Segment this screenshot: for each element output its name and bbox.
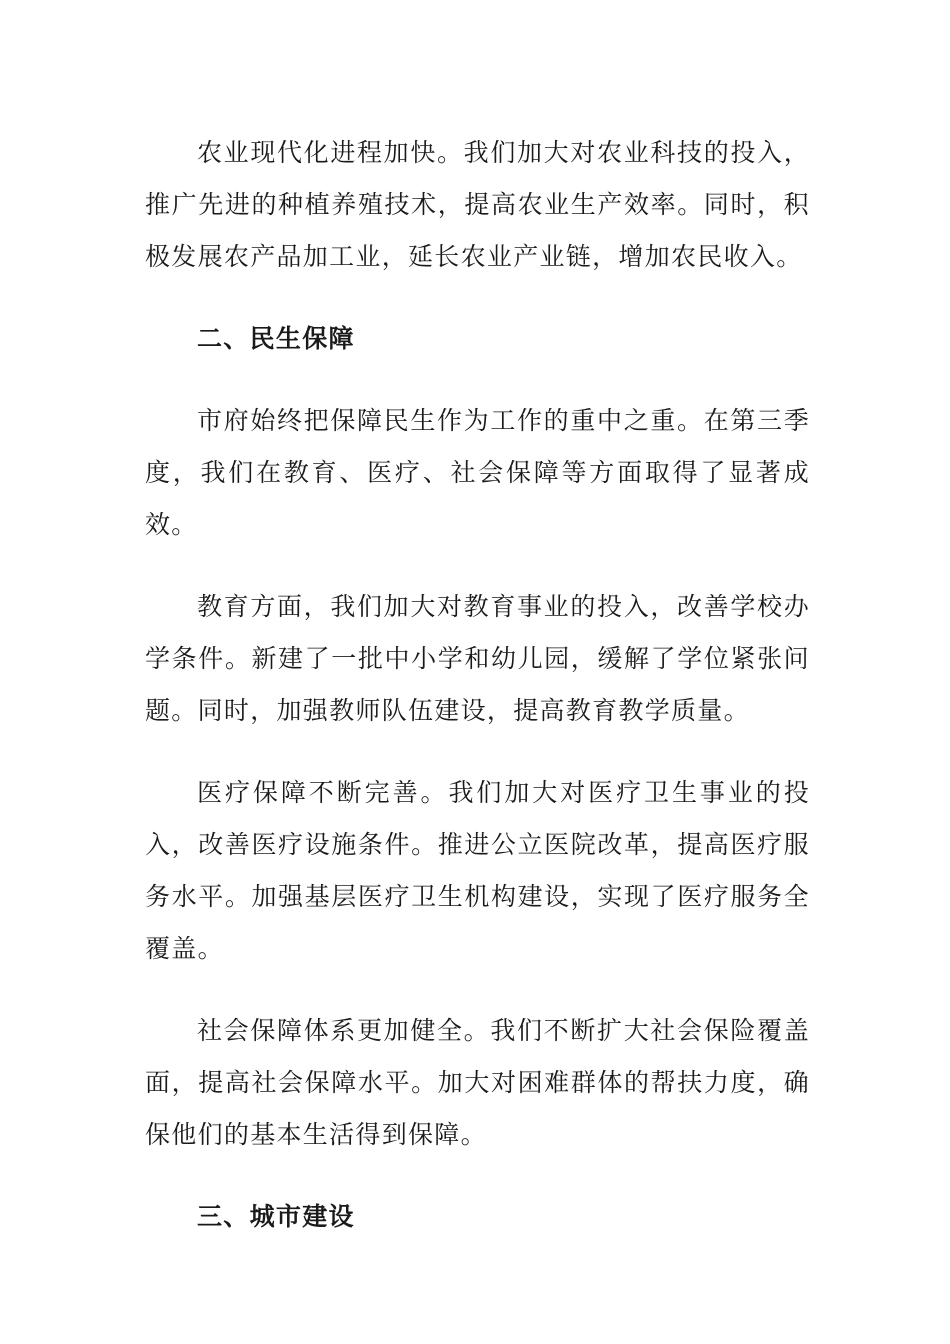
- document-page: [145, 127, 810, 1243]
- section-heading-urban-construction: 三、城市建设: [197, 1202, 355, 1231]
- paragraph-agriculture-modernization: 农业现代化进程加快。我们加大对农业科技的投入，推广先进的种植养殖技术，提高农业生产效率。同时，积极发展农产品加工业，延长农业产业链，增加农民收入。: [145, 138, 810, 271]
- paragraph-medical: 医疗保障不断完善。我们加大对医疗卫生事业的投入，改善医疗设施条件。推进公立医院改革，提高医疗服务水平。加强基层医疗卫生机构建设，实现了医疗服务全覆盖。: [145, 778, 810, 963]
- paragraph-education: 教育方面，我们加大对教育事业的投入，改善学校办学条件。新建了一批中小学和幼儿园，缓解了学位紧张问题。同时，加强教师队伍建设，提高教育教学质量。: [145, 592, 810, 725]
- section-heading-livelihood: 二、民生保障: [197, 324, 355, 353]
- paragraph-social-security: 社会保障体系更加健全。我们不断扩大社会保险覆盖面，提高社会保障水平。加大对困难群体的帮扶力度，确保他们的基本生活得到保障。: [145, 1016, 810, 1149]
- paragraph-livelihood-intro: 市府始终把保障民生作为工作的重中之重。在第三季度，我们在教育、医疗、社会保障等方面取得了显著成效。: [145, 406, 810, 539]
